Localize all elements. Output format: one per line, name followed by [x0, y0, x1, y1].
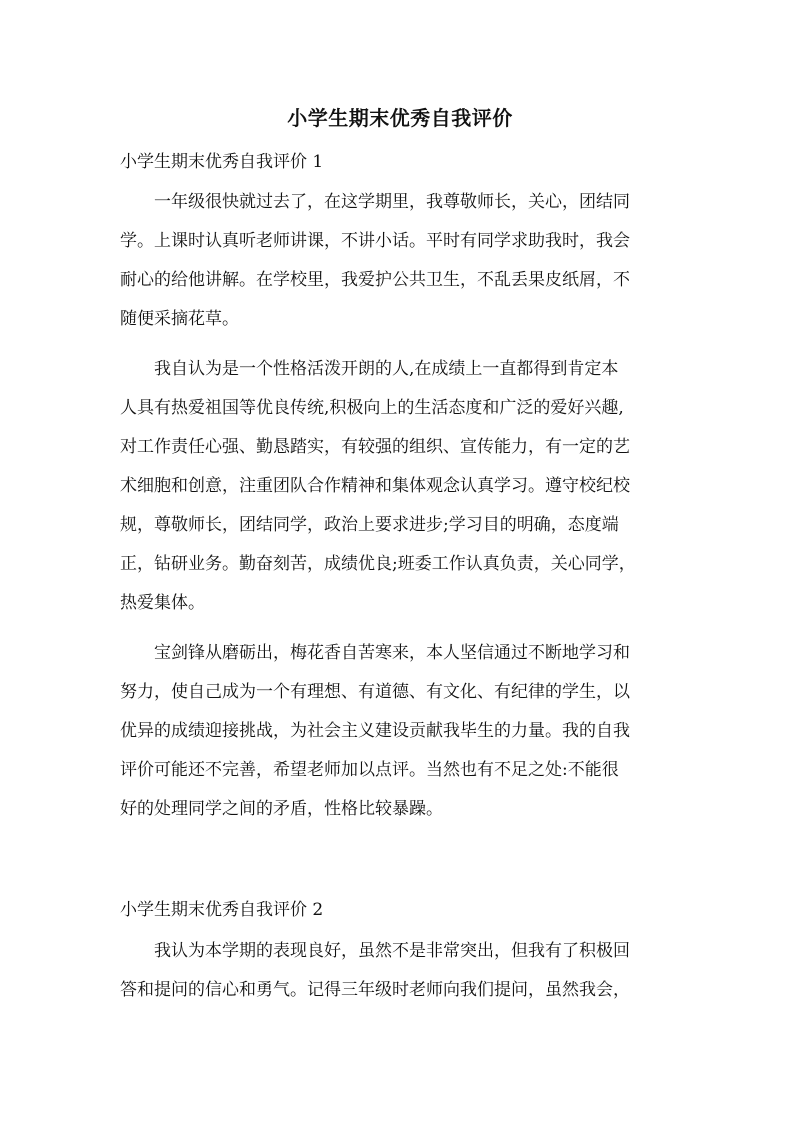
paragraph-line: 答和提问的信心和勇气。记得三年级时老师向我们提问，虽然我会，: [120, 980, 630, 1000]
paragraph-line: 正，钻研业务。勤奋刻苦，成绩优良;班委工作认真负责，关心同学，: [120, 554, 636, 574]
paragraph-line: 耐心的给他讲解。在学校里，我爱护公共卫生，不乱丢果皮纸屑，不: [120, 270, 630, 290]
section-heading-1: 小学生期末优秀自我评价 1: [120, 152, 324, 172]
paragraph-line: 好的处理同学之间的矛盾，性格比较暴躁。: [120, 799, 443, 819]
document-title: 小学生期末优秀自我评价: [287, 106, 513, 130]
paragraph-line: 优异的成绩迎接挑战，为社会主义建设贡献我毕生的力量。我的自我: [120, 721, 630, 741]
paragraph-line: 评价可能还不完善，希望老师加以点评。当然也有不足之处:不能很: [120, 760, 619, 780]
paragraph-line: 一年级很快就过去了，在这学期里，我尊敬师长，关心，团结同: [154, 192, 630, 212]
paragraph-line: 人具有热爱祖国等优良传统,积极向上的生活态度和广泛的爱好兴趣,: [120, 398, 624, 418]
paragraph-line: 学。上课时认真听老师讲课，不讲小话。平时有同学求助我时，我会: [120, 231, 630, 251]
section-heading-2: 小学生期末优秀自我评价 2: [120, 900, 324, 920]
paragraph-line: 我认为本学期的表现良好，虽然不是非常突出，但我有了积极回: [154, 941, 630, 961]
paragraph-line: 对工作责任心强、勤恳踏实，有较强的组织、宣传能力，有一定的艺: [120, 437, 630, 457]
paragraph-line: 随便采摘花草。: [120, 309, 239, 329]
paragraph-line: 努力，使自己成为一个有理想、有道德、有文化、有纪律的学生，以: [120, 682, 630, 702]
paragraph-line: 术细胞和创意，注重团队合作精神和集体观念认真学习。遵守校纪校: [120, 476, 630, 496]
paragraph-line: 热爱集体。: [120, 593, 205, 613]
paragraph-line: 我自认为是一个性格活泼开朗的人,在成绩上一直都得到肯定本: [154, 359, 619, 379]
paragraph-line: 宝剑锋从磨砺出，梅花香自苦寒来，本人坚信通过不断地学习和: [154, 643, 630, 663]
paragraph-line: 规，尊敬师长，团结同学，政治上要求进步;学习目的明确，态度端: [120, 515, 619, 535]
